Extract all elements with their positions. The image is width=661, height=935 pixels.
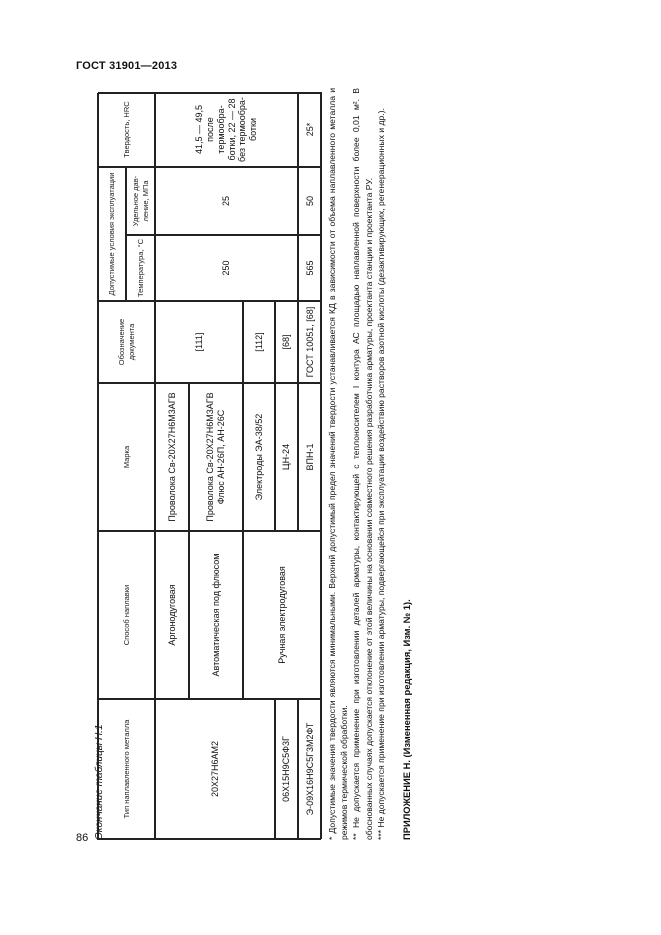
footnotes	[326, 88, 387, 840]
footnote-1: * Допустимые значения твердости являются минимальными. Верхний допустимый предел значений твердости устанавливается КД в зависимости от объема наплавленного металла и режимов термической обработки.	[327, 88, 350, 840]
footnote-3: *** Не допускается применение при изготовлении арматуры, подвергающейся при эксплуатации воздействию растворов азотной кислоты (дезактивирующих, регенерационных и др.).	[375, 108, 386, 840]
hardness-2: 25*	[298, 92, 322, 167]
pressure-2: 50	[298, 167, 322, 235]
header-metal-type: Тип наплавленного металла	[98, 699, 155, 839]
temperature-1: 250	[155, 235, 298, 301]
document-header: ГОСТ 31901—2013	[76, 60, 178, 72]
hardfacing-table	[97, 93, 321, 840]
header-pressure: Удельное дав-ление, МПа	[126, 167, 155, 235]
metal-type-3: Э-09Х16Н9С5Г3М2ФТ	[298, 699, 322, 839]
method-automatic: Автоматическая под флюсом	[189, 531, 243, 699]
footnote-2: ** Не допускается применение при изготовлении деталей арматуры, контактирующей с теплоносителем I контура АС площадью наплавленной поверхности более 0,01 м². В обоснованных случаях допускается отклонение от этой величины на основании совместного решения разработчика арматуры, проектанта станции и проектанта РУ.	[351, 88, 374, 840]
hardness-1: 41,5 — 49,5 после термообра-ботки, 22 — 28 без термообра-ботки	[155, 92, 298, 167]
header-conditions: Допустимые условия эксплуатации	[98, 167, 126, 301]
page-number: 86	[76, 832, 89, 844]
document-1: [111]	[155, 301, 243, 383]
metal-type-2: 06Х15Н9С5Ф3Г	[275, 699, 298, 839]
header-temperature: Температура, °С	[126, 235, 155, 301]
method-argon: Аргонодуговая	[155, 531, 189, 699]
table-caption: Окончание таблицы Н.1	[94, 724, 105, 840]
header-hardness: Твердость, HRC	[98, 92, 155, 167]
brand-1: Проволока Св-20Х27Н6М3АГВ	[155, 383, 189, 531]
header-document: Обозначение документа	[98, 301, 155, 383]
temperature-2: 565	[298, 235, 322, 301]
document-3: [68]	[275, 301, 298, 383]
brand-2: Проволока Св-20Х27Н6М3АГВ Флюс АН-26П, АН-26С	[189, 383, 243, 531]
pressure-1: 25	[155, 167, 298, 235]
method-manual: Ручная электродуговая	[243, 531, 322, 699]
appendix-revision-note: ПРИЛОЖЕНИЕ Н. (Измененная редакция, Изм. № 1).	[401, 599, 412, 840]
header-brand: Марка	[98, 383, 155, 531]
brand-3: Электроды ЭА-38/52	[243, 383, 275, 531]
brand-4: ЦН-24	[275, 383, 298, 531]
document-2: [112]	[243, 301, 275, 383]
rotated-page-content	[94, 88, 414, 840]
metal-type-1: 20Х27Н6АМ2	[155, 699, 275, 839]
document-4: ГОСТ 10051, [68]	[298, 301, 322, 383]
header-method: Способ наплавки	[98, 531, 155, 699]
brand-5: ВПН-1	[298, 383, 322, 531]
